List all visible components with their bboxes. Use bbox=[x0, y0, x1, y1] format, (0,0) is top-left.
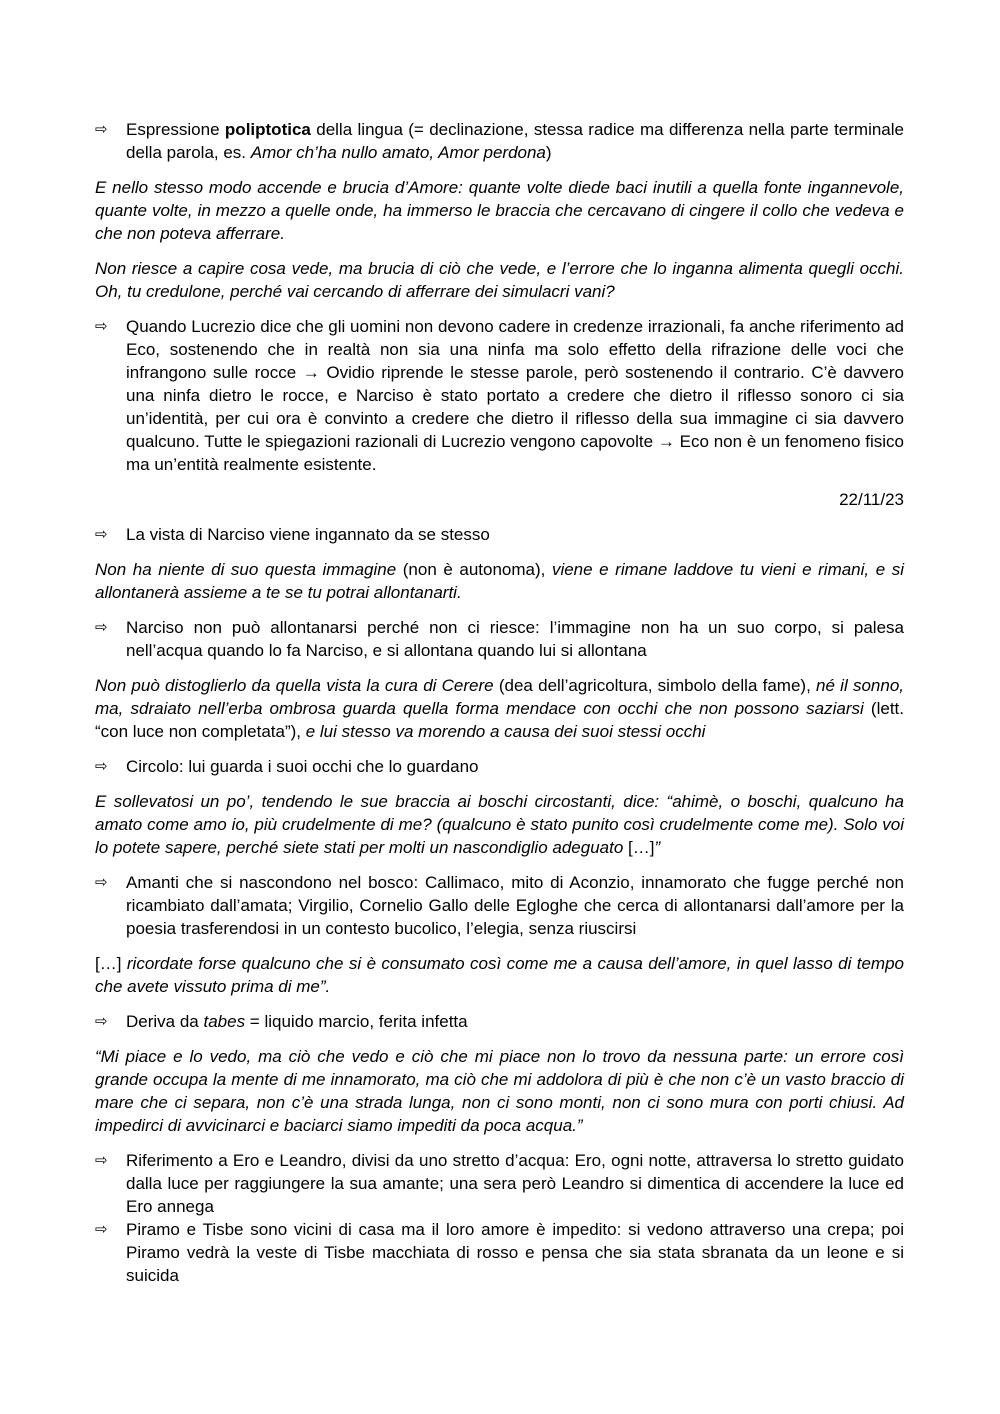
arrow-bullet-icon: ⇨ bbox=[95, 873, 108, 891]
bullet-piramo-tisbe bbox=[95, 1218, 904, 1287]
bullet-tabes bbox=[95, 1010, 904, 1033]
bullet-text: = liquido marcio, ferita infetta bbox=[245, 1012, 468, 1031]
date-label: 22/11/23 bbox=[839, 490, 904, 509]
italic-quote: Amor ch’ha nullo amato, Amor perdona bbox=[250, 143, 546, 162]
note-text: (dea dell’agricoltura, simbolo della fame), bbox=[493, 676, 817, 695]
bullet-text: Eco non è un fenomeno fisico ma un’entità realmente esistente. bbox=[126, 432, 904, 474]
italic-quote: né il sonno, ma, sdraiato nell’erba ombrosa guarda quella forma mendace con occhi che non possono saziarsi bbox=[95, 676, 905, 718]
arrow-bullet-icon: ⇨ bbox=[95, 1012, 108, 1030]
bullet-text: La vista di Narciso viene ingannato da se stesso bbox=[126, 525, 490, 544]
arrow-bullet-icon: ⇨ bbox=[95, 1220, 108, 1238]
italic-quote: E sollevatosi un po’, tendendo le sue braccia ai boschi circostanti, dice: “ahimè, o boschi, qualcuno ha amato come amo io, più crudelmente di me? (qualcuno è stato punito così crudelmente come me). Solo voi lo potete sapere, perché siete stati per molti un nascondiglio adeguato bbox=[95, 792, 904, 857]
bullet-text: Quando Lucrezio dice che gli uomini non devono cadere in credenze irrazionali, fa anche riferimento ad Eco, sostenendo che in realtà non sia una ninfa ma solo effetto della rifrazione delle voci che infrangono sulle rocce bbox=[126, 317, 904, 382]
bullet-allontanarsi bbox=[95, 616, 904, 662]
bullet-amanti-bosco bbox=[95, 871, 904, 940]
italic-quote: viene e rimane laddove tu vieni e rimani, e si allontanerà assieme a te se tu potrai allontanarti. bbox=[95, 560, 904, 602]
document-page bbox=[95, 118, 904, 1287]
italic-quote: Non può distoglierlo da quella vista la cura di Cerere bbox=[95, 676, 494, 695]
arrow-bullet-icon: ⇨ bbox=[95, 757, 108, 775]
translation-paragraph bbox=[95, 790, 904, 859]
arrow-bullet-icon: ⇨ bbox=[95, 618, 108, 636]
bullet-circolo bbox=[95, 755, 904, 778]
italic-quote: E nello stesso modo accende e brucia d’Amore: quante volte diede baci inutili a quella fonte ingannevole, quante volte, in mezzo a quelle onde, ha immerso le braccia che cercavano di cingere il collo che vedeva e che non poteva afferrare. bbox=[95, 178, 904, 243]
bullet-text: Riferimento a Ero e Leandro, divisi da uno stretto d’acqua: Ero, ogni notte, attraversa lo stretto guidato dalla luce per raggiungere la sua amante; una sera però Leandro si dimentica di accendere la luce ed Ero annega bbox=[126, 1151, 904, 1216]
bullet-lucrezio bbox=[95, 315, 904, 476]
italic-quote: Non riesce a capire cosa vede, ma brucia di ciò che vede, e l’errore che lo inganna alimenta quegli occhi. Oh, tu credulone, perché vai cercando di afferrare dei simulacri vani? bbox=[95, 259, 904, 301]
bullet-text: Espressione bbox=[126, 120, 225, 139]
translation-paragraph bbox=[95, 1045, 904, 1137]
arrow-bullet-icon: ⇨ bbox=[95, 525, 108, 543]
arrow-bullet-icon: ⇨ bbox=[95, 1151, 108, 1169]
inline-arrow-icon: → bbox=[657, 432, 675, 451]
note-text: (non è autonoma), bbox=[396, 560, 552, 579]
bullet-vista-narciso bbox=[95, 523, 904, 546]
translation-paragraph bbox=[95, 176, 904, 245]
note-text: […] bbox=[95, 954, 127, 973]
bullet-text: Amanti che si nascondono nel bosco: Callimaco, mito di Aconzio, innamorato che fugge perché non ricambiato dall’amata; Virgilio, Cornelio Gallo delle Egloghe che cerca di allontanarsi dall’amore per la poesia trasferendosi in un contesto bucolico, l’elegia, senza riuscirsi bbox=[126, 873, 904, 938]
bullet-text: Ovidio riprende le stesse parole, però sostenendo il contrario. C’è davvero una ninfa dietro le rocce, e Narciso è stato portato a credere che dietro il riflesso sonoro ci sia un’identità, per cui ora è convinto a credere che dietro il riflesso della sua immagine ci sia davvero qualcuno. Tutte le spiegazioni razionali di Lucrezio vengono capovolte bbox=[126, 363, 904, 451]
bullet-text: ) bbox=[545, 143, 552, 162]
translation-paragraph bbox=[95, 952, 904, 998]
bullet-text: Narciso non può allontanarsi perché non ci riesce: l’immagine non ha un suo corpo, si palesa nell’acqua quando lo fa Narciso, e si allontana quando lui si allontana bbox=[126, 618, 904, 660]
arrow-bullet-icon: ⇨ bbox=[95, 317, 108, 335]
bullet-text: Piramo e Tisbe sono vicini di casa ma il loro amore è impedito: si vedono attraverso una crepa; poi Piramo vedrà la veste di Tisbe macchiata di rosso e pensa che sia stata sbranata da un leone e si suicida bbox=[126, 1220, 904, 1285]
note-text: […] bbox=[623, 838, 655, 857]
bullet-text: Deriva da bbox=[126, 1012, 204, 1031]
translation-paragraph bbox=[95, 674, 904, 743]
italic-quote: Non ha niente di suo questa immagine bbox=[95, 560, 397, 579]
bold-term: poliptotica bbox=[224, 120, 311, 139]
bullet-ero-leandro bbox=[95, 1149, 904, 1218]
bullet-poliptotica bbox=[95, 118, 904, 164]
bullet-text: della lingua (= declinazione, stessa radice ma differenza nella parte terminale della parola, es. bbox=[126, 120, 904, 162]
translation-paragraph bbox=[95, 558, 904, 604]
italic-quote: e lui stesso va morendo a causa dei suoi stessi occhi bbox=[305, 722, 706, 741]
italic-term: tabes bbox=[203, 1012, 246, 1031]
note-text: (lett. “con luce non completata”), bbox=[95, 699, 904, 741]
translation-paragraph bbox=[95, 257, 904, 303]
italic-quote: ricordate forse qualcuno che si è consumato così come me a causa dell’amore, in quel lasso di tempo che avete vissuto prima di me”. bbox=[95, 954, 905, 996]
arrow-bullet-icon: ⇨ bbox=[95, 120, 108, 138]
italic-quote: “Mi piace e lo vedo, ma ciò che vedo e ciò che mi piace non lo trovo da nessuna parte: un errore così grande occupa la mente di me innamorato, ma ciò che mi addolora di più è che non c’è un vasto braccio di mare che ci separa, non c’è una strada lunga, non ci sono monti, non ci sono mura con porti chiusi. Ad impedirci di avvicinarci e baciarci siamo impediti da poca acqua.” bbox=[95, 1047, 904, 1135]
italic-quote: ” bbox=[654, 838, 661, 857]
inline-arrow-icon: → bbox=[302, 363, 320, 382]
bullet-text: Circolo: lui guarda i suoi occhi che lo guardano bbox=[126, 757, 479, 776]
